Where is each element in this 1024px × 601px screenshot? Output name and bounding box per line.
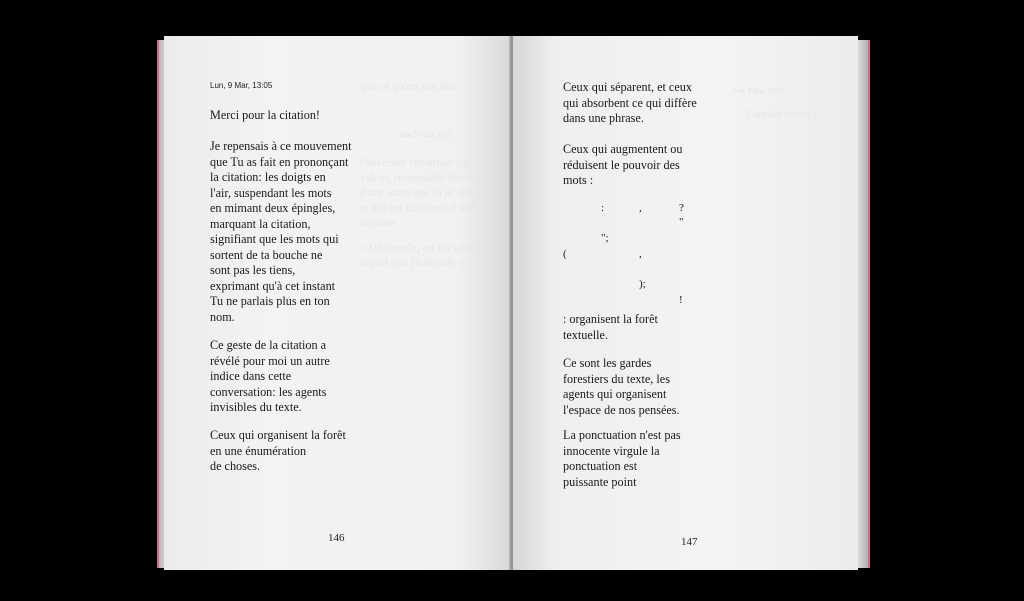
punctuation-mark: ! <box>679 294 683 306</box>
punctuation-mark: , <box>639 202 642 214</box>
page-number: 147 <box>681 536 698 548</box>
paragraph: Ce sont les gardes forestiers du texte, les agents qui organisent l'espace de nos pensées. <box>563 356 680 417</box>
punctuation-mark: ); <box>639 278 646 290</box>
paragraph: Ceux qui augmentent ou réduisent le pouvoir des mots : <box>563 142 683 187</box>
paragraph: Ce geste de la citation a révélé pour moi un autre indice dans cette conversation: les agents invisibles du texte. <box>210 338 330 414</box>
right-page <box>513 36 858 570</box>
paragraph: Je repensais à ce mouvement que Tu as fait en prononçant la citation: les doigts en l'air, suspendant les mots en mimant deux épingles, marquant la citation, signifiant que les mots qui sortent de ta bouche ne sont pas les tiens, exprimant qu'à cet instant Tu ne parlais plus en ton nom. <box>210 139 352 324</box>
punctuation-mark: "; <box>601 232 609 244</box>
timestamp: Lun, 9 Mar, 13:05 <box>210 81 273 90</box>
show-through-text: Lun, 9 Mar, 15:05 <box>733 87 784 95</box>
paragraph: Merci pour la citation! <box>210 108 320 122</box>
punctuation-mark: : <box>601 202 605 214</box>
paragraph: La ponctuation n'est pas innocente virgule la ponctuation est puissante point <box>563 428 681 489</box>
punctuation-mark: " <box>679 216 684 228</box>
punctuation-mark: ( <box>563 248 567 260</box>
left-page <box>164 36 511 570</box>
show-through-text: l'adversité remarque pas valeur, reconnaître les mots d'une autre que tu as celui et qui ont commencé une réponse <box>360 157 487 229</box>
show-through-text: « Un monde, est un langage lequel que j'habitude » <box>360 242 489 269</box>
paragraph: Ceux qui séparent, et ceux qui absorbent ce qui diffère dans une phrase. <box>563 80 697 125</box>
show-through-text: l'ombre envoyé <box>747 109 818 121</box>
paragraph: Ceux qui organisent la forêt en une énumération de choses. <box>210 428 346 473</box>
page-number: 146 <box>328 532 345 544</box>
punctuation-mark: ? <box>679 202 684 214</box>
show-through-text: que ce qu'on suit fais <box>360 81 457 93</box>
punctuation-mark: , <box>639 248 642 260</box>
show-through-text: Mar, 9 Mars, 18:0 <box>400 131 451 139</box>
right-page-edge <box>856 40 870 568</box>
paragraph: : organisent la forêt textuelle. <box>563 312 658 342</box>
